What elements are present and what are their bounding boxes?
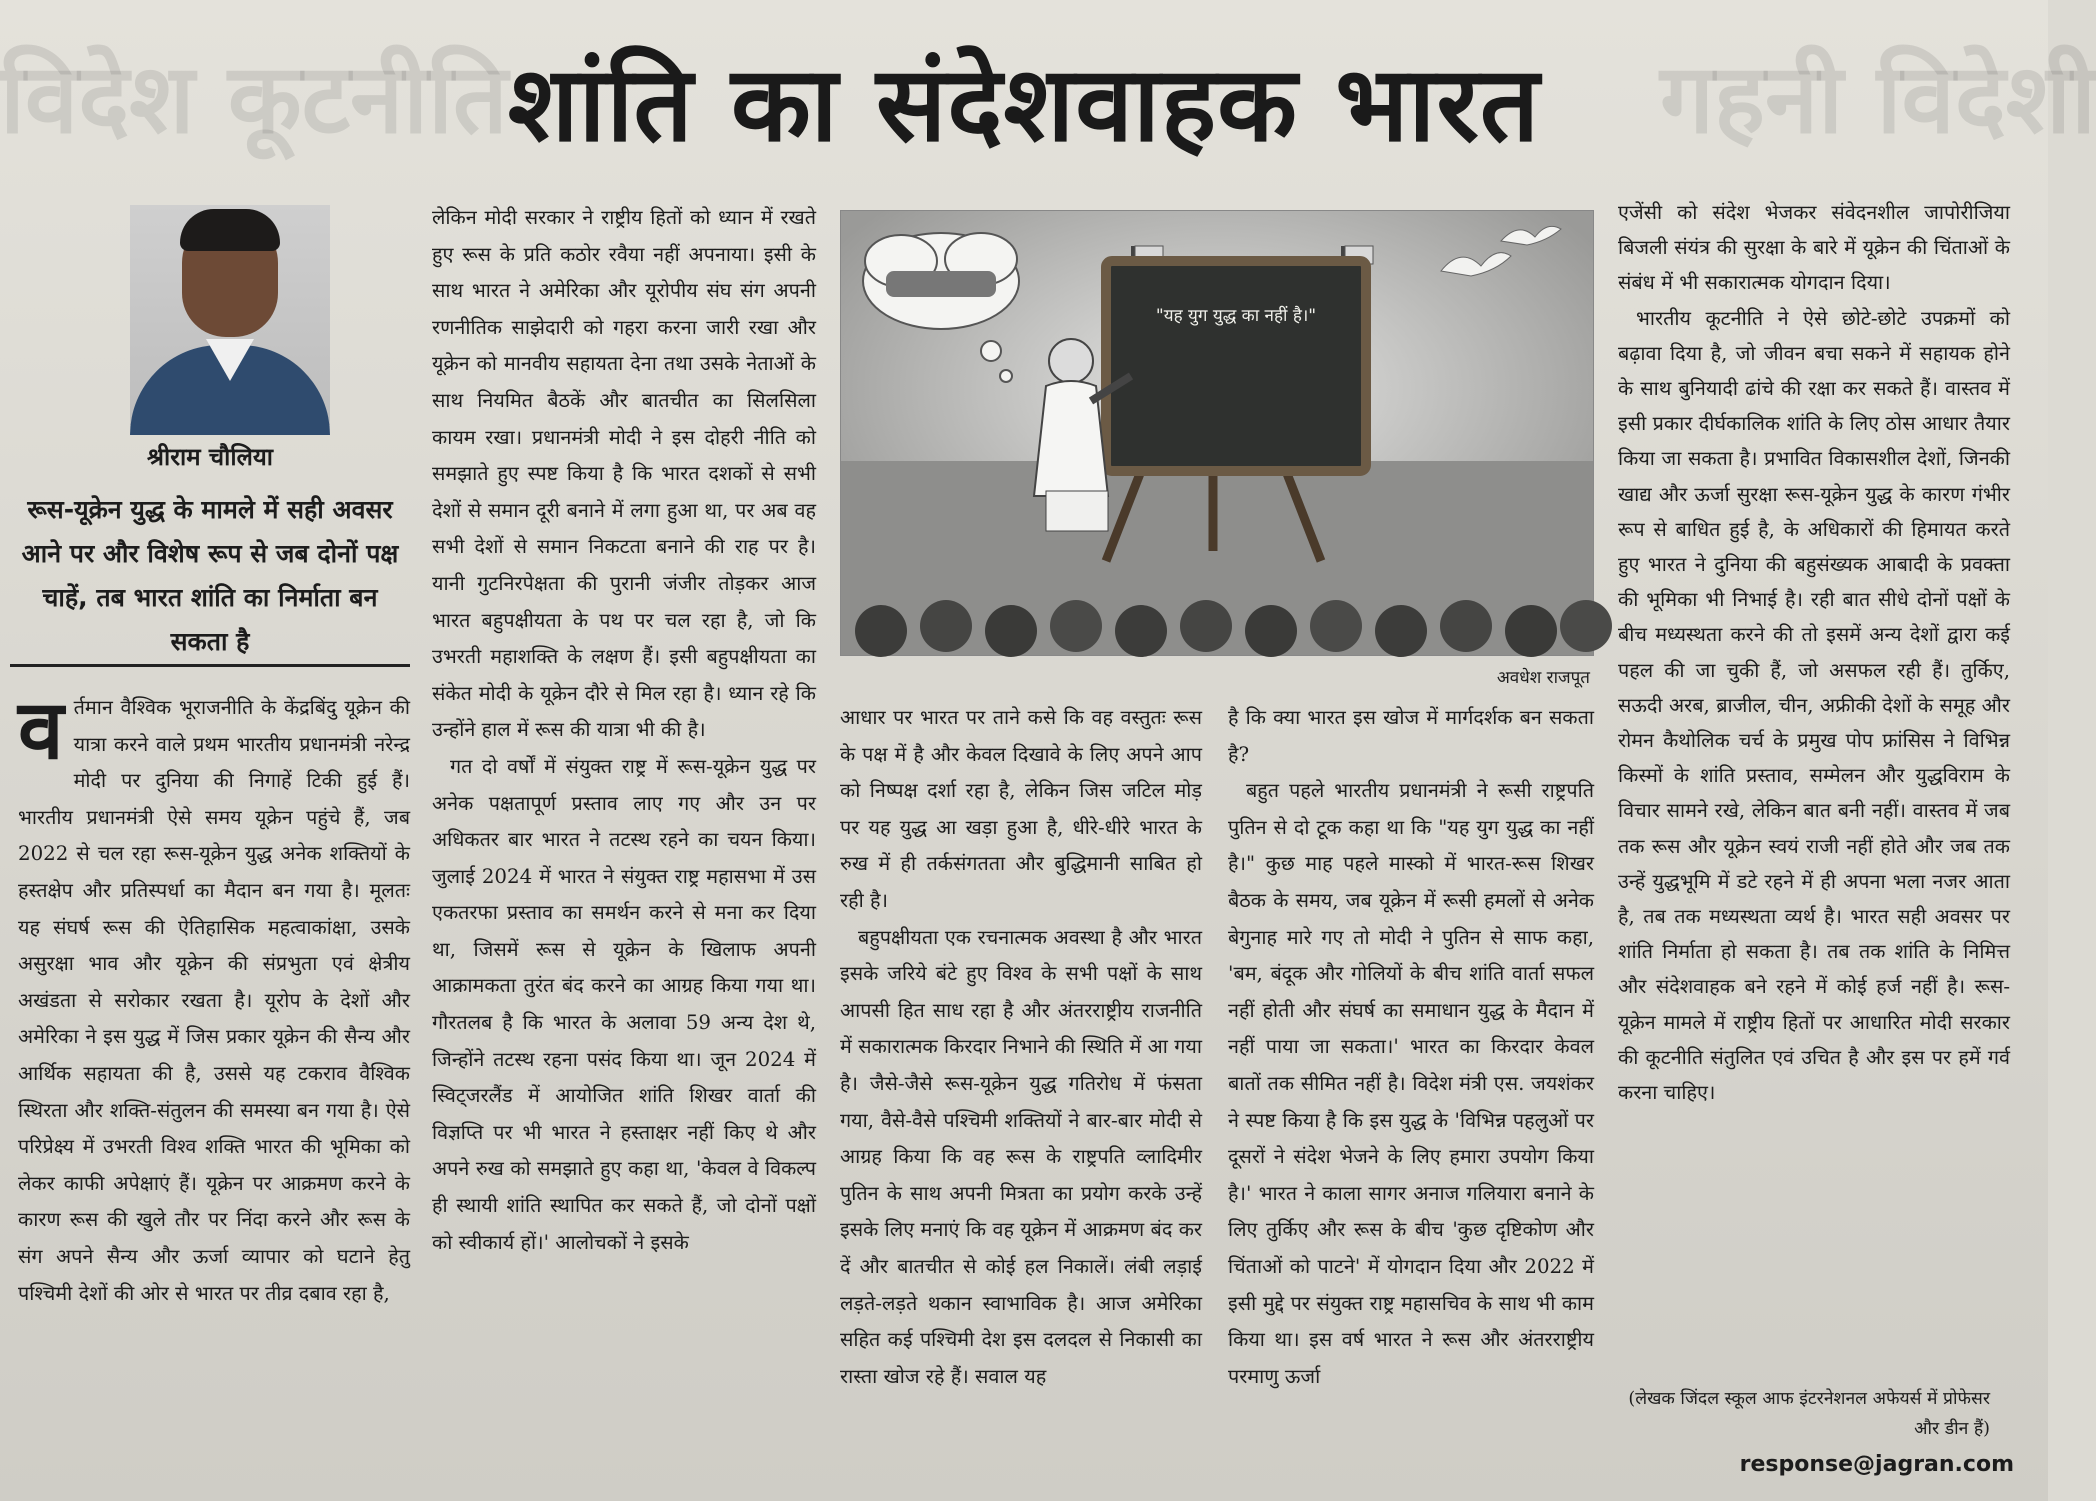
background-bleed-text-right: गहनी विदेशी [1660,43,2096,155]
author-photo [130,205,330,425]
paragraph: भारतीय कूटनीति ने ऐसे छोटे-छोटे उपक्रमों को बढ़ावा दिया है, जो जीवन बचा सकने में सहायक होने के साथ बुनियादी ढांचे की रक्षा कर सकते हैं। वास्तव में इसी प्रकार दीर्घकालिक शांति के लिए ठोस आधार तैयार किया जा सकता है। प्रभावित विकासशील देशों, जिनकी खाद्य और ऊर्जा सुरक्षा रूस-यूक्रेन युद्ध के कारण गंभीर रूप से बाधित हुई है, के अधिकारों की हिमायत करते हुए भारत ने दुनिया की बहुसंख्यक आबादी के प्रवक्ता की भूमिका भी निभाई है। रही बात सीधे दोनों पक्षों के बीच मध्यस्थता करने की तो इसमें अन्य देशों द्वारा कई पहल की जा चुकी हैं, जो असफल रही हैं। तुर्किए, सऊदी अरब, ब्राजील, चीन, अफ्रीकी देशों के समूह और रोमन कैथोलिक चर्च के प्रमुख पोप फ्रांसिस ने विभिन्न किस्मों के शांति प्रस्ताव, सम्मेलन और युद्धविराम के विचार सामने रखे, लेकिन बात बनी नहीं। वास्तव में जब तक रूस और यूक्रेन स्वयं राजी नहीं होते और जब तक उन्हें युद्धभूमि में डटे रहने में ही अपना भला नजर आता है, तब तक मध्यस्थता व्यर्थ है। भारत सही अवसर पर शांति निर्माता हो सकता है। तब तक शांति के निमित्त और संदेशवाहक बने रहने में कोई हर्ज नहीं है। रूस-यूक्रेन मामले में राष्ट्रीय हितों पर आधारित मोदी सरकार की कूटनीति संतुलित एवं उचित है और इस पर हमें गर्व करना चाहिए। [1618,306,2010,1105]
chalkboard [1106,261,1366,471]
paragraph: गत दो वर्षों में संयुक्त राष्ट्र में रूस-यूक्रेन युद्ध पर अनेक पक्षतापूर्ण प्रस्ताव लाए गए और उन पर अधिकतर बार भारत ने तटस्थ रहने का चयन किया। जुलाई 2024 में भारत ने संयुक्त राष्ट्र महासभा में उस एकतरफा प्रस्ताव का समर्थन करने से मना कर दिया था, जिसमें रूस से यूक्रेन के खिलाफ अपनी आक्रामकता तुरंत बंद करने का आग्रह किया गया था। गौरतलब है कि भारत के अलावा 59 अन्य देश थे, जिन्होंने तटस्थ रहना पसंद किया था। जून 2024 में स्विट्जरलैंड में आयोजित शांति शिखर वार्ता की विज्ञप्ति पर भी भारत ने हस्ताक्षर नहीं किए थे और अपने रुख को समझाते हुए कहा था, 'केवल वे विकल्प ही स्थायी शांति स्थापित कर सकते हैं, जो दोनों पक्षों को स्वीकार्य हों।' आलोचकों ने इसके [432,754,816,1254]
paragraph: एजेंसी को संदेश भेजकर संवेदनशील जापोरीजिया बिजली संयंत्र की सुरक्षा के बारे में यूक्रेन की चिंताओं के संबंध में भी सकारात्मक योगदान दिया। [1618,201,2010,295]
editorial-cartoon [840,210,1594,656]
deck-divider [10,664,410,667]
article-column-3 [840,700,1202,1395]
article-column-1 [18,683,410,1312]
paragraph: है कि क्या भारत इस खोज में मार्गदर्शक बन सकता है? [1228,706,1594,766]
paragraph: आधार पर भारत पर ताने कसे कि वह वस्तुतः रूस के पक्ष में है और केवल दिखावे के लिए अपने आप को निष्पक्ष दर्शा रहा है, लेकिन जिस जटिल मोड़ पर यह युद्ध आ खड़ा हुआ है, धीरे-धीरे भारत के रुख में ही तर्कसंगतता और बुद्धिमानी साबित हो रही है। [840,706,1202,912]
article-column-4 [1228,700,1594,1395]
response-email: response@jagran.com [1739,1452,2014,1477]
photo-hair [180,209,280,251]
paragraph: बहुपक्षीयता एक रचनात्मक अवस्था है और भारत इसके जरिये बंटे हुए विश्व के सभी पक्षों के साथ आपसी हित साध रहा है और अंतरराष्ट्रीय राजनीति में सकारात्मक किरदार निभाने की स्थिति में आ गया है। जैसे-जैसे रूस-यूक्रेन युद्ध गतिरोध में फंसता गया, वैसे-वैसे पश्चिमी शक्तियों ने बार-बार मोदी से आग्रह किया कि वह रूस के राष्ट्रपति व्लादिमीर पुतिन के साथ अपनी मित्रता का प्रयोग करके उन्हें इसके लिए मनाएं कि वह यूक्रेन में आक्रमण बंद कर दें और बातचीत से कोई हल निकालें। लंबी लड़ाई लड़ते-लड़ते थकान स्वाभाविक है। आज अमेरिका सहित कई पश्चिमी देश इस दलदल से निकासी का रास्ता खोज रहे हैं। सवाल यह [840,925,1202,1388]
article-deck: रूस-यूक्रेन युद्ध के मामले में सही अवसर आने पर और विशेष रूप से जब दोनों पक्ष चाहें, तब भारत शांति का निर्माता बन सकता है [21,495,399,656]
chalkboard-text: "यह युग युद्ध का नहीं है।" [1155,306,1317,326]
paragraph: लेकिन मोदी सरकार ने राष्ट्रीय हितों को ध्यान में रखते हुए रूस के प्रति कठोर रवैया नहीं अपनाया। इसी के साथ भारत ने अमेरिका और यूरोपीय संघ संग अपनी रणनीतिक साझेदारी को गहरा करना जारी रखा और यूक्रेन को मानवीय सहायता देना तथा उसके नेताओं के साथ नियमित बैठकें और बातचीत का सिलसिला कायम रखा। प्रधानमंत्री मोदी ने इस दोहरी नीति को समझाते हुए स्पष्ट किया है कि भारत दशकों से सभी देशों से समान दूरी बनाने में लगा हुआ था, पर अब वह सभी देशों से समान निकटता बनाने की राह पर है। यानी गुटनिरपेक्षता की पुरानी जंजीर तोड़कर आज भारत बहुपक्षीयता के पथ पर चल रहा है, जो कि उभरती महाशक्ति के लक्षण हैं। इसी बहुपक्षीयता का संकेत मोदी के यूक्रेन दौरे से मिल रहा है। ध्यान रहे कि उन्होंने हाल में रूस की यात्रा भी की है। [432,206,816,742]
article-column-5 [1618,195,2010,1110]
paragraph: बहुत पहले भारतीय प्रधानमंत्री ने रूसी राष्ट्रपति पुतिन से दो टूक कहा था कि "यह युग युद्ध का नहीं है।" कुछ माह पहले मास्को में भारत-रूस शिखर बैठक के समय, जब यूक्रेन में रूसी हमलों से अनेक बेगुनाह मारे गए तो मोदी ने पुतिन से साफ कहा, 'बम, बंदूक और गोलियों के बीच शांति वार्ता सफल नहीं होती और संघर्ष का समाधान युद्ध के मैदान में नहीं पाया जा सकता।' भारत का किरदार केवल बातों तक सीमित नहीं है। विदेश मंत्री एस. जयशंकर ने स्पष्ट किया है कि इस युद्ध के 'विभिन्न पहलुओं पर दूसरों ने संदेश भेजने के लिए हमारा उपयोग किया है।' भारत ने काला सागर अनाज गलियारा बनाने के लिए तुर्किए और रूस के बीच 'कुछ दृष्टिकोण और चिंताओं को पाटने' में योगदान दिया और 2022 में इसी मुद्दे पर संयुक्त राष्ट्र महासचिव के साथ भी काम किया था। इस वर्ष भारत ने रूस और अंतरराष्ट्रीय परमाणु ऊर्जा [1228,779,1594,1388]
cartoon-credit: अवधेश राजपूत [1496,668,1590,688]
author-name: श्रीराम चौलिया [146,443,274,471]
headline: शांति का संदेशवाहक भारत [507,43,1541,165]
drop-cap: व [18,683,64,778]
cartoon-illustration [841,211,1593,655]
article-column-2 [432,200,816,1261]
paragraph [18,683,410,1312]
paragraph-text: र्तमान वैश्विक भूराजनीति के केंद्रबिंदु यूक्रेन की यात्रा करने वाले प्रथम भारतीय प्रधानमंत्री नरेन्द्र मोदी पर दुनिया की निगाहें टिकी हुई हैं। भारतीय प्रधानमंत्री ऐसे समय यूक्रेन पहुंचे हैं, जब 2022 से चल रहा रूस-यूक्रेन युद्ध अनेक शक्तियों के हस्तक्षेप और प्रतिस्पर्धा का मैदान बन गया है। मूलतः यह संघर्ष रूस की ऐतिहासिक महत्वाकांक्षा, उसके असुरक्षा भाव और यूक्रेन की संप्रभुता एवं क्षेत्रीय अखंडता से सरोकार रखता है। यूरोप के देशों और अमेरिका ने इस युद्ध में जिस प्रकार यूक्रेन की सैन्य और आर्थिक सहायता की है, उससे यह टकराव वैश्विक स्थिरता और शक्ति-संतुलन की समस्या बन गया है। ऐसे परिप्रेक्ष्य में उभरती विश्व शक्ति भारत की भूमिका को लेकर काफी अपेक्षाएं हैं। यूक्रेन पर आक्रमण करने के कारण रूस की खुले तौर पर निंदा करने और रूस के संग अपने सैन्य और ऊर्जा व्यापार को घटाने हेतु पश्चिमी देशों की ओर से भारत पर तीव्र दबाव रहा है, [18,696,410,1305]
author-note: (लेखक जिंदल स्कूल आफ इंटरनेशनल अफेयर्स में प्रोफेसर और डीन हैं) [1628,1389,1990,1439]
background-bleed-text-left: विदेश कूटनीति [0,43,508,155]
